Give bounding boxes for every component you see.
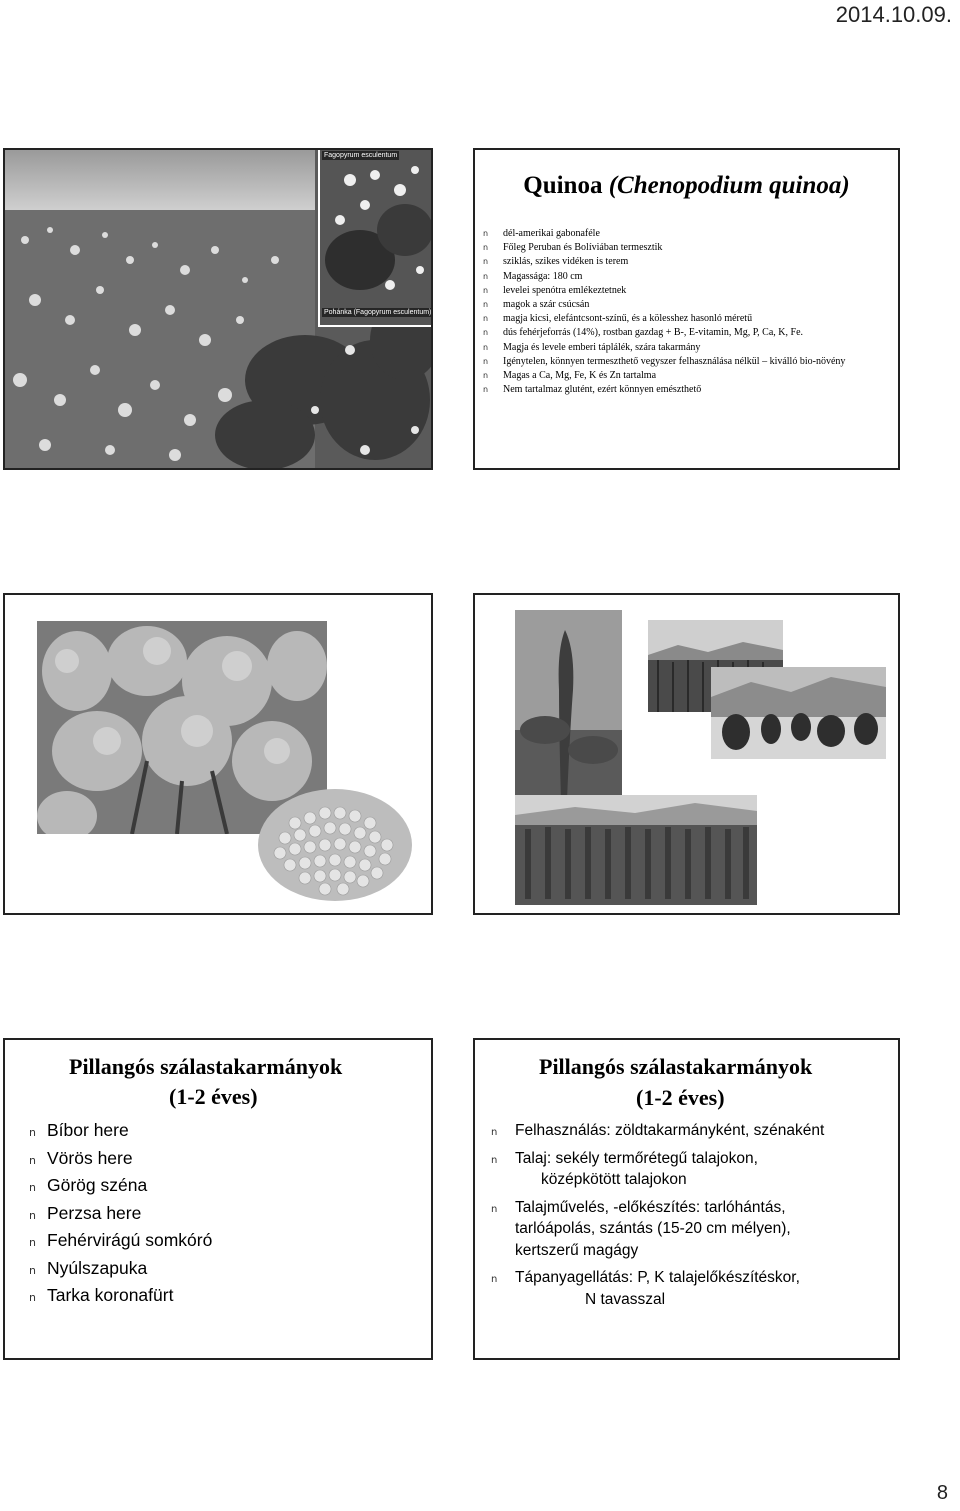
bullet-icon: n xyxy=(483,356,489,366)
bullet-text: Magja és levele emberi táplálék, szára takarmány xyxy=(503,341,701,353)
bullet-text: Vörös here xyxy=(47,1147,133,1168)
bullet-text-line1: Talajművelés, -előkészítés: tarlóhántás, xyxy=(515,1198,786,1216)
bullet-icon: n xyxy=(29,1236,36,1249)
list-item xyxy=(483,284,893,298)
bullet-icon: n xyxy=(29,1263,36,1277)
quinoa-bullet-list xyxy=(483,227,893,397)
bullet-icon: n xyxy=(483,300,489,310)
inset-caption-bottom: Pohánka (Fagopyrum esculentum) xyxy=(324,309,432,316)
list-item xyxy=(483,270,893,284)
bullet-text: magok a szár csúcsán xyxy=(503,299,590,311)
list-item xyxy=(29,1282,419,1310)
bullet-text: Bíbor here xyxy=(47,1120,129,1140)
bullet-text: sziklás, szikes vidéken is terem xyxy=(503,256,629,268)
bullet-icon: n xyxy=(483,271,489,281)
bullet-icon: n xyxy=(483,229,489,238)
list-item xyxy=(491,1148,891,1191)
list-item xyxy=(491,1197,891,1262)
bullet-text: Főleg Peruban és Bolíviában termesztik xyxy=(503,242,663,254)
bullet-text-line1: Tápanyagellátás: P, K talajelőkészítéskor, xyxy=(515,1269,800,1286)
slide-5-title-line2: (1-2 éves) xyxy=(169,1084,258,1109)
bullet-icon: n xyxy=(483,285,489,295)
bullet-text-line2: tarlóápolás, szántás (15-20 cm mélyen), kertszerű magágy xyxy=(515,1220,791,1259)
bullet-text-line1: Talaj: sekély termőrétegű talajokon, xyxy=(515,1149,758,1167)
legume-species-list xyxy=(29,1117,419,1310)
bullet-text-line2: középkötött talajokon xyxy=(541,1171,687,1188)
list-item xyxy=(483,355,893,369)
slide-4-quinoa-field-photos xyxy=(473,593,900,915)
bullet-icon: n xyxy=(29,1126,36,1139)
bullet-text-line1: Felhasználás: zöldtakarmányként, szénaként xyxy=(515,1122,825,1139)
list-item xyxy=(483,255,893,269)
list-item xyxy=(29,1227,419,1255)
bullet-icon: n xyxy=(483,314,489,324)
list-item xyxy=(491,1267,891,1310)
slide-6-legume-cultivation xyxy=(473,1038,900,1360)
bullet-text: Igénytelen, könnyen termeszthető vegyszer felhasználása nélkül – kiválló bio-növény xyxy=(503,355,846,367)
quinoa-harvest-photo xyxy=(711,667,886,759)
bullet-icon: n xyxy=(491,1127,498,1138)
bullet-text: dél-amerikai gabonaféle xyxy=(503,228,600,239)
list-item xyxy=(483,383,893,397)
list-item xyxy=(483,326,893,340)
bullet-icon: n xyxy=(491,1203,498,1215)
bullet-icon: n xyxy=(29,1153,36,1167)
bullet-text: Fehérvirágú somkóró xyxy=(47,1230,213,1250)
quinoa-plant-closeup-photo xyxy=(515,610,622,800)
slide-1-buckwheat-photos xyxy=(3,148,433,470)
slide-5-legume-list xyxy=(3,1038,433,1360)
buckwheat-inset-photo xyxy=(318,150,433,327)
title-latin: (Chenopodium quinoa) xyxy=(608,172,850,199)
bullet-text: Nyúlszapuka xyxy=(47,1257,148,1278)
bullet-text: Nem tartalmaz glutént, ezért könnyen emészthető xyxy=(503,384,702,396)
list-item xyxy=(483,312,893,326)
slide-title xyxy=(475,172,898,200)
list-item xyxy=(29,1172,419,1200)
cultivation-list xyxy=(491,1120,891,1316)
title-main: Quinoa xyxy=(523,172,609,199)
list-item xyxy=(483,369,893,383)
bullet-icon: n xyxy=(483,385,489,395)
bullet-text-line2: N tavasszal xyxy=(585,1290,666,1308)
bullet-icon: n xyxy=(29,1181,36,1194)
slide-3-quinoa-photos xyxy=(3,593,433,915)
list-item xyxy=(483,298,893,312)
quinoa-field-wide-photo xyxy=(515,795,757,905)
list-item xyxy=(29,1145,419,1173)
bullet-icon: n xyxy=(29,1208,36,1222)
quinoa-seeds-photo xyxy=(255,783,415,903)
slide-5-title-line1: Pillangós szálastakarmányok xyxy=(69,1054,343,1079)
inset-caption-top: Fagopyrum esculentum xyxy=(324,152,398,159)
list-item xyxy=(29,1117,419,1145)
slide-2-quinoa xyxy=(473,148,900,470)
bullet-icon: n xyxy=(483,328,489,338)
bullet-text: levelei spenótra emlékeztetnek xyxy=(503,284,627,296)
bullet-text: Magassága: 180 cm xyxy=(503,270,583,282)
bullet-icon: n xyxy=(491,1274,498,1285)
bullet-text: Görög széna xyxy=(47,1175,148,1195)
bullet-text: Perzsa here xyxy=(47,1202,142,1223)
bullet-text: Magas a Ca, Mg, Fe, K és Zn tartalma xyxy=(503,370,657,382)
list-item xyxy=(483,241,893,255)
bullet-icon: n xyxy=(491,1154,498,1166)
list-item xyxy=(483,227,893,241)
bullet-icon: n xyxy=(29,1291,36,1304)
list-item xyxy=(491,1120,891,1142)
list-item xyxy=(483,341,893,355)
header-date: 2014.10.09. xyxy=(835,2,952,27)
bullet-text: magja kicsi, elefántcsont-színű, és a kölesshez hasonló méretű xyxy=(503,313,753,325)
bullet-icon: n xyxy=(483,243,489,253)
bullet-text: Tarka koronafürt xyxy=(47,1285,174,1305)
bullet-text: dús fehérjeforrás (14%), rostban gazdag + B-, E-vitamin, Mg, P, Ca, K, Fe. xyxy=(503,327,804,339)
list-item xyxy=(29,1255,419,1283)
bullet-icon: n xyxy=(483,342,489,352)
list-item xyxy=(29,1200,419,1228)
slide-6-title-line2: (1-2 éves) xyxy=(636,1085,725,1110)
bullet-icon: n xyxy=(483,257,489,267)
bullet-icon: n xyxy=(483,371,489,381)
slide-6-title-line1: Pillangós szálastakarmányok xyxy=(539,1054,813,1079)
page-number: 8 xyxy=(936,1482,948,1504)
